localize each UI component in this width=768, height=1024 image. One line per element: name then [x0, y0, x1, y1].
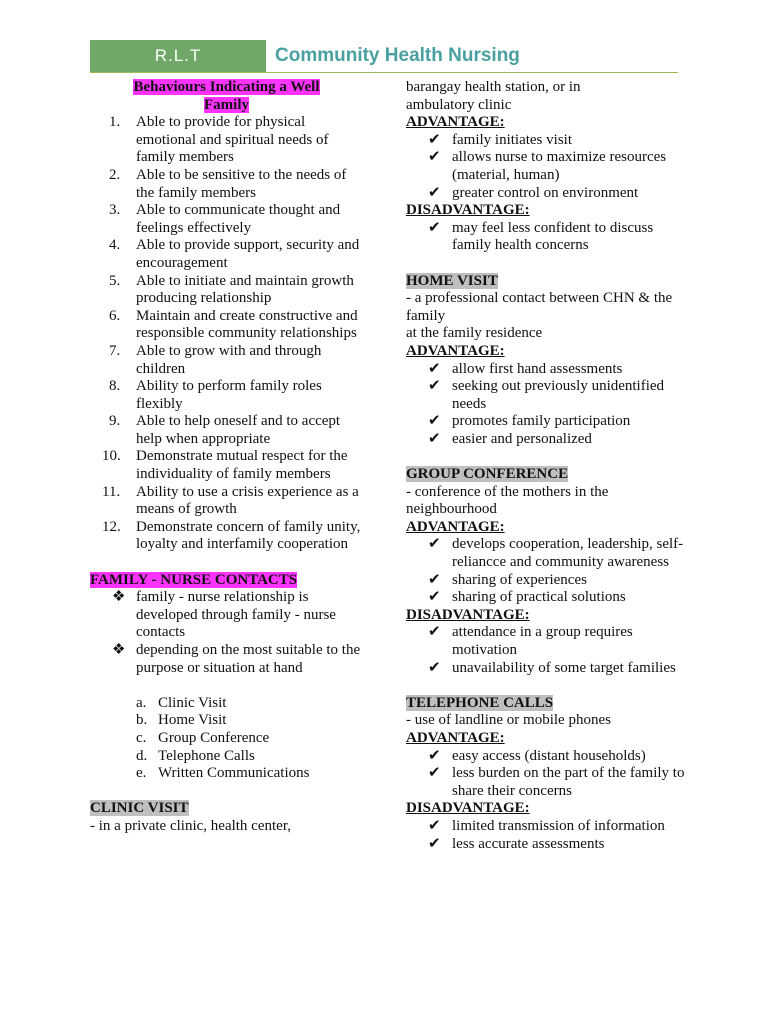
group-disadvantages	[406, 624, 696, 677]
list-item: c. Group Conference	[136, 729, 270, 746]
list-item: ✔ greater control on environment	[428, 184, 639, 201]
list-item: 2. Able to be sensitive to the needs of the family members	[109, 166, 347, 201]
behaviours-list	[90, 114, 365, 554]
check-icon: ✔	[428, 360, 441, 377]
home-visit-desc: - a professional contact between CHN & the family	[406, 290, 673, 324]
list-item: 12. Demonstrate concern of family unity, loyalty and interfamily cooperation	[102, 518, 361, 553]
check-icon: ✔	[428, 624, 441, 641]
check-icon: ✔	[428, 131, 441, 148]
telephone-calls-title: TELEPHONE CALLS	[406, 694, 554, 711]
list-item: ✔ easier and personalized	[428, 430, 592, 447]
check-icon: ✔	[428, 571, 441, 588]
check-icon: ✔	[428, 219, 441, 236]
list-item: ❖ family - nurse relationship is developed through family - nurse contacts	[112, 589, 336, 641]
clinic-visit-desc-cont: barangay health station, or in ambulatory clinic	[406, 79, 581, 113]
list-item: 9. Able to help oneself and to accept help when appropriate	[109, 413, 341, 447]
contact-types-list	[90, 695, 365, 783]
phone-advantages	[406, 748, 696, 801]
contacts-title: FAMILY - NURSE CONTACTS	[90, 571, 298, 588]
advantage-label: ADVANTAGE:	[406, 342, 505, 359]
list-item: ✔ less accurate assessments	[428, 835, 605, 852]
list-item: 3. Able to communicate thought and feelings effectively	[109, 202, 341, 236]
check-icon: ✔	[428, 659, 441, 676]
list-item: ✔ allow first hand assessments	[428, 360, 623, 377]
list-item: 6. Maintain and create constructive and responsible community relationships	[109, 307, 358, 342]
home-advantages	[406, 361, 696, 449]
disadvantage-label: DISADVANTAGE:	[406, 800, 530, 817]
document-title: Community Health Nursing	[275, 45, 520, 66]
check-icon: ✔	[428, 835, 441, 852]
phone-disadvantages	[406, 818, 696, 853]
check-icon: ✔	[428, 589, 441, 606]
advantage-label: ADVANTAGE:	[406, 518, 505, 535]
check-icon: ✔	[428, 413, 441, 430]
list-item: 5. Able to initiate and maintain growth producing relationship	[109, 272, 354, 307]
list-item: ✔ develops cooperation, leadership, self-reliancce and community awareness	[428, 536, 684, 571]
list-item: ❖ depending on the most suitable to the purpose or situation at hand	[112, 642, 361, 676]
check-icon: ✔	[428, 536, 441, 553]
behaviours-title: Behaviours Indicating a Well Family	[133, 79, 320, 113]
right-column	[406, 79, 696, 853]
list-item: e. Written Communications	[136, 765, 310, 782]
list-item: ✔ family initiates visit	[428, 131, 572, 148]
check-icon: ✔	[428, 149, 441, 166]
advantage-label: ADVANTAGE:	[406, 114, 505, 131]
list-item: 1. Able to provide for physical emotional and spiritual needs of family members	[109, 114, 329, 166]
group-advantages	[406, 536, 696, 606]
list-item: ✔ easy access (distant households)	[428, 747, 646, 764]
clinic-visit-title: CLINIC VISIT	[90, 800, 189, 817]
header-divider	[90, 72, 678, 73]
diamond-bullet-icon: ❖	[112, 642, 126, 658]
list-item: d. Telephone Calls	[136, 747, 255, 764]
contacts-bullets	[90, 589, 365, 677]
left-column	[90, 79, 365, 836]
header-tab: R.L.T	[90, 40, 266, 72]
list-item: 8. Ability to perform family roles flexibly	[109, 378, 322, 412]
list-item: ✔ sharing of practical solutions	[428, 589, 626, 606]
clinic-visit-desc: - in a private clinic, health center,	[90, 817, 291, 834]
telephone-calls-desc: - use of landline or mobile phones	[406, 712, 611, 729]
home-visit-desc: at the family residence	[406, 325, 543, 342]
list-item: ✔ limited transmission of information	[428, 817, 665, 834]
check-icon: ✔	[428, 378, 441, 395]
disadvantage-label: DISADVANTAGE:	[406, 606, 530, 623]
list-item: ✔ less burden on the part of the family to share their concerns	[428, 765, 685, 799]
list-item: ✔ sharing of experiences	[428, 571, 587, 588]
clinic-advantages	[406, 132, 696, 202]
list-item: b. Home Visit	[136, 712, 227, 729]
check-icon: ✔	[428, 184, 441, 201]
list-item: 7. Able to grow with and through children	[109, 342, 322, 377]
advantage-label: ADVANTAGE:	[406, 729, 505, 746]
diamond-bullet-icon: ❖	[112, 589, 126, 606]
group-conference-desc: - conference of the mothers in the neighbourhood	[406, 483, 609, 518]
clinic-disadvantages	[406, 220, 696, 255]
list-item: 11. Ability to use a crisis experience as a means of growth	[102, 483, 359, 518]
list-item: ✔ allows nurse to maximize resources (material, human)	[428, 149, 667, 183]
behaviours-heading	[90, 79, 365, 114]
disadvantage-label: DISADVANTAGE:	[406, 202, 530, 219]
check-icon: ✔	[428, 765, 441, 782]
list-item: ✔ attendance in a group requires motivation	[428, 624, 633, 658]
list-item: ✔ promotes family participation	[428, 413, 631, 430]
home-visit-title: HOME VISIT	[406, 272, 498, 289]
check-icon: ✔	[428, 430, 441, 447]
list-item: 4. Able to provide support, security and encouragement	[109, 237, 360, 271]
list-item: ✔ unavailability of some target families	[428, 659, 676, 676]
check-icon: ✔	[428, 817, 441, 834]
list-item: a. Clinic Visit	[136, 694, 227, 711]
check-icon: ✔	[428, 747, 441, 764]
list-item: ✔ seeking out previously unidentified needs	[428, 378, 665, 412]
list-item: 10. Demonstrate mutual respect for the individuality of family members	[102, 448, 348, 483]
group-conference-title: GROUP CONFERENCE	[406, 466, 569, 483]
list-item: ✔ may feel less confident to discuss family health concerns	[428, 219, 654, 254]
